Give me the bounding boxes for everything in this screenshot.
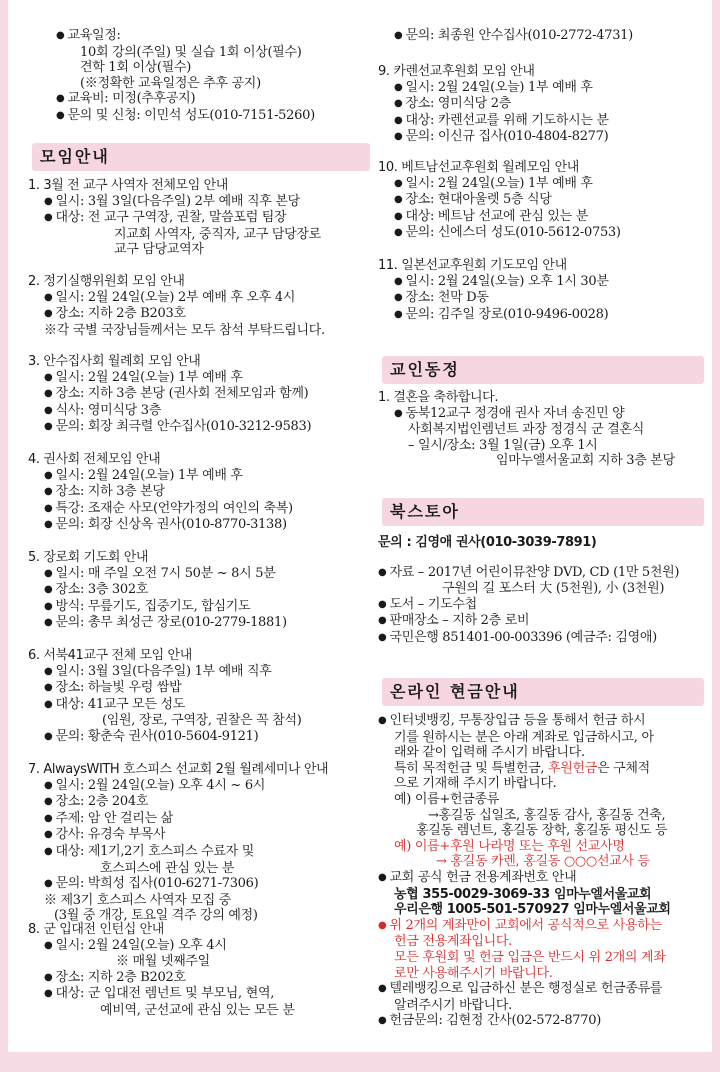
- section-title-online-offering: 온라인 현금안내: [382, 678, 704, 706]
- bulletin-page: [8, 0, 712, 1052]
- meeting-title: 7. AlwaysWITH 호스피스 선교회 2월 월례세미나 안내: [28, 762, 329, 777]
- meeting-line: ● 장소: 천막 D동: [378, 290, 609, 307]
- bookstore-contact: 문의 : 김영애 권사(010-3039-7891): [378, 535, 597, 550]
- meeting-title: 8. 군 입대전 인턴십 안내: [28, 922, 164, 937]
- online-line: ● 인터넷뱅킹, 무통장입금 등을 통해서 헌금 하시: [378, 713, 671, 730]
- online-line: 래와 같이 입력해 주시기 바랍니다.: [394, 745, 585, 761]
- account-nonghyup: 농협 355-0029-3069-33 임마누엘서울교회: [394, 886, 652, 902]
- meeting-line: ● 일시: 2월 24일(오늘) 1부 예배 후: [28, 468, 293, 485]
- meeting-line: (3월 중 개강, 토요일 격주 강의 예정): [54, 908, 258, 924]
- online-line: →홍길동 십일조, 홍길동 감사, 홍길동 건축,: [428, 807, 666, 823]
- online-line: 예) 이름+헌금종류: [394, 791, 500, 807]
- meeting-line: ● 대상: 제1기,2기 호스피스 수료자 및: [28, 844, 328, 861]
- meeting-line: ● 문의: 회장 신상옥 권사(010-8770-3138): [28, 517, 293, 534]
- meeting-title: 3. 안수집사회 월례회 모임 안내: [28, 354, 201, 369]
- meeting-line: ※각 국별 국장님들께서는 모두 참석 부탁드립니다.: [44, 322, 325, 338]
- online-text: 은 구체적: [597, 760, 650, 776]
- meeting-title: 2. 정기실행위원회 모임 안내: [28, 274, 185, 289]
- meeting-line: 지교회 사역자, 중직자, 교구 담당장로: [114, 226, 321, 242]
- meeting-9: [378, 64, 609, 146]
- news-line: – 일시/장소: 3월 1일(금) 오후 1시: [408, 437, 598, 453]
- info-line: ● 문의 및 신청: 이민석 성도(010-7151-5260): [28, 108, 315, 125]
- meeting-title: 4. 권사회 전체모임 안내: [28, 452, 161, 467]
- section-title-bookstore: 북스토아: [382, 498, 704, 526]
- meeting-line: ● 일시: 2월 24일(오늘) 1부 예배 후: [28, 370, 311, 387]
- meeting-11: [378, 258, 609, 323]
- meeting-line: ● 문의: 총무 최성근 장로(010-2779-1881): [28, 615, 287, 632]
- member-news: [378, 390, 675, 469]
- meeting-line: ● 일시: 2월 24일(오늘) 오후 1시 30분: [378, 274, 609, 291]
- meeting-line: (임원, 장로, 구역장, 권찰은 꼭 참석): [102, 713, 302, 729]
- meeting-line: 교구 담당교역자: [114, 242, 204, 258]
- info-line: ● 교육비: 미정(추후공지): [28, 91, 315, 108]
- meeting-line: ● 일시: 3월 3일(다음주일) 2부 예배 직후 본당: [28, 194, 321, 211]
- online-line: 예) 이름+후원 나라명 또는 후원 선교사명: [394, 838, 625, 854]
- meeting-line: ● 대상: 41교구 모든 성도: [28, 697, 302, 714]
- meeting-3: [28, 354, 311, 436]
- meeting-line: ● 강사: 유경숙 부목사: [28, 827, 328, 844]
- meeting-line: 호스피스에 관심 있는 분: [100, 860, 235, 876]
- meeting-line: ● 장소: 지하 2층 B203호: [28, 306, 325, 323]
- meeting-4: [28, 452, 293, 534]
- meeting-line: ● 문의: 신에스더 성도(010-5612-0753): [378, 225, 621, 242]
- meeting-line: ● 식사: 영미식당 3층: [28, 403, 311, 420]
- meeting-line: ● 문의: 최종원 안수집사(010-2772-4731): [378, 28, 633, 45]
- account-woori: 우리은행 1005-501-570927 임마누엘서울교회: [394, 902, 671, 918]
- bookstore-line: ● 국민은행 851401-00-003396 (예금주: 김영애): [378, 630, 679, 647]
- education-info: [28, 28, 315, 125]
- bookstore-line: 구원의 길 포스터 大 (5천원), 小 (3천원): [442, 581, 665, 597]
- online-line: 알려주시기 바랍니다.: [394, 997, 512, 1013]
- meeting-5: [28, 550, 287, 632]
- meeting-line: ● 대상: 군 입대전 렘넌트 및 부모님, 현역,: [28, 986, 295, 1003]
- online-line: 모든 후원회 및 헌금 입금은 반드시 위 2개의 계좌: [394, 949, 666, 965]
- meeting-line: ● 대상: 베트남 선교에 관심 있는 분: [378, 209, 621, 226]
- meeting-line: ● 장소: 영미식당 2층: [378, 96, 609, 113]
- support-offering-text: 후원헌금: [548, 760, 598, 776]
- meeting-line: ● 일시: 2월 24일(오늘) 오후 4시: [28, 938, 295, 955]
- news-line: 임마누엘서울교회 지하 3층 본당: [496, 453, 675, 469]
- online-line: ● 위 2개의 계좌만이 교회에서 공식적으로 사용하는: [378, 918, 671, 935]
- info-line: ● 교육일정:: [28, 28, 315, 45]
- bookstore-line: ● 판매장소 – 지하 2층 로비: [378, 613, 679, 630]
- online-line: 홍길동 렘넌트, 홍길동 장학, 홍길동 평신도 등: [416, 823, 668, 839]
- meeting-line: ● 문의: 이신규 집사(010-4804-8277): [378, 129, 609, 146]
- online-offering: [378, 713, 671, 1030]
- info-line: (※정확한 교육일정은 추후 공지): [80, 75, 261, 91]
- online-line: 로만 사용해주시기 바랍니다.: [394, 965, 553, 981]
- online-line: → 홍길동 카렌, 홍길동 ○○○선교사 등: [436, 854, 650, 870]
- info-line: 견학 1회 이상(필수): [80, 60, 191, 76]
- online-line: 기를 원하시는 분은 아래 계좌로 입금하시고, 아: [394, 729, 654, 745]
- meeting-title: 9. 카렌선교후원회 모임 안내: [378, 64, 535, 79]
- bookstore: [378, 535, 679, 647]
- meeting-line: ● 방식: 무릎기도, 집중기도, 합심기도: [28, 599, 287, 616]
- online-line: 으로 기재해 주시기 바랍니다.: [394, 776, 557, 792]
- meeting-line: ● 대상: 전 교구 구역장, 권찰, 말씀포럼 팀장: [28, 210, 321, 227]
- news-line: 사회복지법인렘넌트 과장 정경식 군 결혼식: [408, 422, 644, 438]
- online-line: ● 헌금문의: 김현정 간사(02-572-8770): [378, 1013, 671, 1030]
- meeting-title: 10. 베트남선교후원회 월례모임 안내: [378, 160, 579, 175]
- bookstore-line: ● 도서 – 기도수첩: [378, 597, 679, 614]
- meeting-2: [28, 274, 325, 338]
- meeting-title: 1. 3월 전 교구 사역자 전체모임 안내: [28, 178, 228, 193]
- meeting-line: ● 일시: 2월 24일(오늘) 1부 예배 후: [378, 80, 609, 97]
- section-title-meetings: 모임안내: [32, 143, 370, 171]
- meeting-line: ※ 매월 넷째주일: [116, 954, 210, 970]
- meeting-title: 6. 서북41교구 전체 모임 안내: [28, 648, 192, 663]
- bookstore-line: ● 자료 – 2017년 어린이뮤찬양 DVD, CD (1만 5천원): [378, 565, 679, 582]
- meeting-line: ● 문의: 김주일 장로(010-9496-0028): [378, 307, 609, 324]
- meeting-line: 예비역, 군선교에 관심 있는 모든 분: [100, 1002, 295, 1018]
- online-line: ● 교회 공식 헌금 전용계좌번호 안내: [378, 870, 671, 887]
- meeting-line: ● 장소: 2층 204호: [28, 794, 328, 811]
- meeting-line: ※ 제3기 호스피스 사역자 모집 중: [44, 892, 231, 908]
- meeting-8-contact: [378, 28, 633, 45]
- meeting-title: 5. 장로회 기도회 안내: [28, 550, 149, 565]
- meeting-line: ● 주제: 암 안 걸리는 삶: [28, 811, 328, 828]
- online-line: 헌금 전용계좌입니다.: [394, 934, 512, 950]
- online-line: ● 텔레뱅킹으로 입금하신 분은 행정실로 헌금종류를: [378, 981, 671, 998]
- meeting-title: 11. 일본선교후원회 기도모임 안내: [378, 258, 567, 273]
- meeting-line: ● 대상: 카렌선교를 위해 기도하시는 분: [378, 113, 609, 130]
- meeting-7: [28, 762, 328, 924]
- meeting-10: [378, 160, 621, 242]
- meeting-1: [28, 178, 321, 258]
- meeting-line: ● 장소: 지하 3층 본당: [28, 484, 293, 501]
- news-line: ● 동북12교구 정경애 권사 자녀 송진민 양: [378, 406, 675, 423]
- meeting-line: ● 일시: 2월 24일(오늘) 1부 예배 후: [378, 176, 621, 193]
- meeting-line: ● 문의: 박희성 집사(010-6271-7306): [28, 876, 328, 893]
- meeting-line: ● 문의: 황춘숙 권사(010-5604-9121): [28, 729, 302, 746]
- meeting-line: ● 장소: 현대아울렛 5층 식당: [378, 192, 621, 209]
- online-line: [378, 761, 671, 777]
- online-text: 특히 목적헌금 및 특별헌금,: [394, 760, 545, 776]
- meeting-line: ● 문의: 회장 최극렬 안수집사(010-3212-9583): [28, 419, 311, 436]
- news-title: 1. 결혼을 축하합니다.: [378, 390, 499, 405]
- meeting-line: ● 일시: 2월 24일(오늘) 오후 4시 ~ 6시: [28, 778, 328, 795]
- meeting-line: ● 장소: 지하 2층 B202호: [28, 970, 295, 987]
- meeting-line: ● 일시: 매 주일 오전 7시 50분 ~ 8시 5분: [28, 566, 287, 583]
- meeting-line: ● 장소: 지하 3층 본당 (권사회 전체모임과 함께): [28, 386, 311, 403]
- meeting-line: ● 일시: 3월 3일(다음주일) 1부 예배 직후: [28, 664, 302, 681]
- section-title-member-news: 교인동정: [382, 356, 704, 384]
- meeting-line: ● 특강: 조재순 사모(언약가정의 여인의 축복): [28, 501, 293, 518]
- meeting-line: ● 일시: 2월 24일(오늘) 2부 예배 후 오후 4시: [28, 290, 325, 307]
- info-line: 10회 강의(주일) 및 실습 1회 이상(필수): [80, 44, 302, 60]
- meeting-line: ● 장소: 3층 302호: [28, 582, 287, 599]
- meeting-8: [28, 922, 295, 1019]
- meeting-line: ● 장소: 하늘빛 우렁 쌈밥: [28, 680, 302, 697]
- meeting-6: [28, 648, 302, 746]
